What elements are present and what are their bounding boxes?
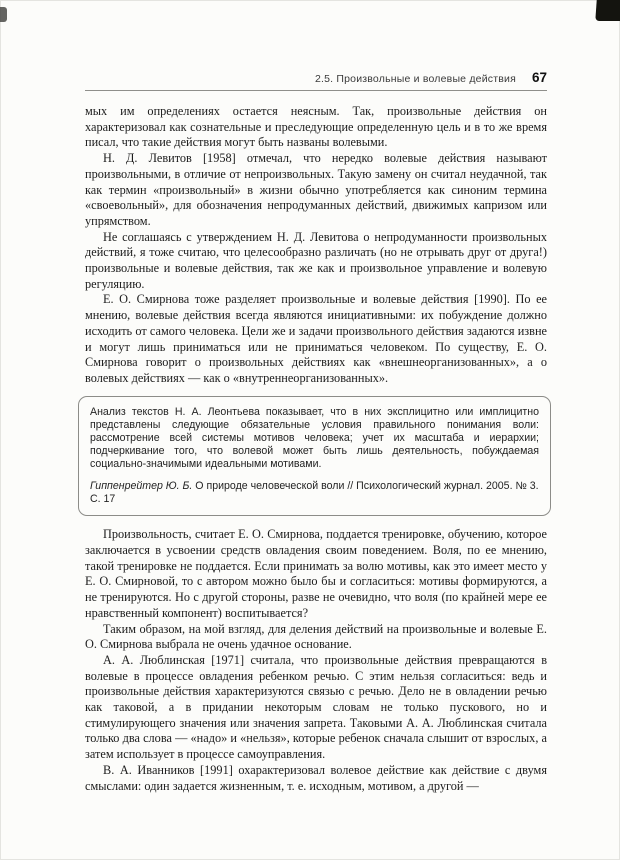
- paragraph: мых им определениях остается неясным. Так, произвольные действия он характеризовал как сознательные и преследующие определенную цель и в то же время писал, что такие действия могут быть названы волевыми.: [85, 104, 547, 150]
- running-head: [85, 70, 547, 85]
- quote-text: Анализ текстов Н. А. Леонтьева показывает, что в них эксплицитно или имплицитно представлены следующие обязательные условия правильного понимания воли: рассмотрение всей системы мотивов человека; учет их масштаба и иерархии; подчеркивание того, что волевой может быть лишь деятельность, побуждаемая социально-значимыми идеальными мотивами.: [90, 405, 539, 471]
- page-content: [85, 70, 547, 794]
- scan-artifact-top-left: [0, 7, 7, 22]
- page-body: [85, 104, 547, 794]
- quote-box: [78, 396, 551, 517]
- paragraph: Таким образом, на мой взгляд, для деления действий на произвольные и волевые Е. О. Смирнова выбрала не очень удачное основание.: [85, 621, 547, 652]
- paragraph: А. А. Люблинская [1971] считала, что произвольные действия превращаются в волевые в процессе овладения ребенком речью. С этим нельзя согласиться: ведь и произвольные действия характеризуются связью с речью. Дело не в овладении речью как таковой, а в придании некоторым словам не только пускового, но и стимулирующего значения или значения запрета. Таковыми А. А. Люблинская считала только два слова — «надо» и «нельзя», которые ребенок сначала слышит от взрослых, а затем использует в процессе самоуправления.: [85, 652, 547, 762]
- quote-source-author: Гиппенрейтер Ю. Б.: [90, 480, 193, 493]
- scan-artifact-top-right: [595, 0, 620, 21]
- page-header: [85, 70, 547, 91]
- paragraph: Е. О. Смирнова тоже разделяет произвольные и волевые действия [1990]. По ее мнению, волевые действия всегда являются инициативными: их побуждение должно исходить от самого человека. Цели же и задачи произвольного действия задаются извне и могут лишь приниматься или не приниматься человеком. По существу, Е. О. Смирнова говорит о произвольных действиях как «внешнеорганизованных», а о волевых действиях — как о «внутреннеорганизованных».: [85, 292, 547, 385]
- header-rule: [85, 90, 547, 91]
- page-number: 67: [531, 70, 547, 85]
- paragraph: Н. Д. Левитов [1958] отмечал, что нередко волевые действия называют произвольными, в отличие от непроизвольных. Такую замену он считал неудачной, так как термин «произвольный» в жизни обычно употребляется как синоним термина «своевольный», для обозначения непродуманных действий, движимых капризом или упрямством.: [85, 151, 547, 228]
- paragraph: Не соглашаясь с утверждением Н. Д. Левитова о непродуманности произвольных действий, я тоже считаю, что целесообразно различать (но не отрывать друг от друга!) произвольные и волевые действия, так же как и произвольное управление и волевую регуляцию.: [85, 229, 547, 291]
- paragraph: В. А. Иванников [1991] охарактеризовал волевое действие как действие с двумя смыслами: один задается жизненным, т. е. исходным, мотивом, а другой —: [85, 762, 547, 793]
- quote-source: [90, 480, 539, 506]
- section-title: 2.5. Произвольные и волевые действия: [314, 73, 516, 85]
- quote-source-reference: О природе человеческой воли // Психологический журнал. 2005. № 3. С. 17: [90, 480, 539, 506]
- paragraph: Произвольность, считает Е. О. Смирнова, поддается тренировке, обучению, которое заключается в усвоении средств овладения своим поведением. Воля, по ее мнению, такой тренировке не поддается. Если принимать за волю мотивы, как это имеет место у Е. О. Смирновой, то с автором можно было бы и согласиться: мотивы формируются, а не тренируются. Но с другой стороны, разве не очевидно, что воля (по крайней мере ее нравственный компонент) воспитывается?: [85, 527, 547, 620]
